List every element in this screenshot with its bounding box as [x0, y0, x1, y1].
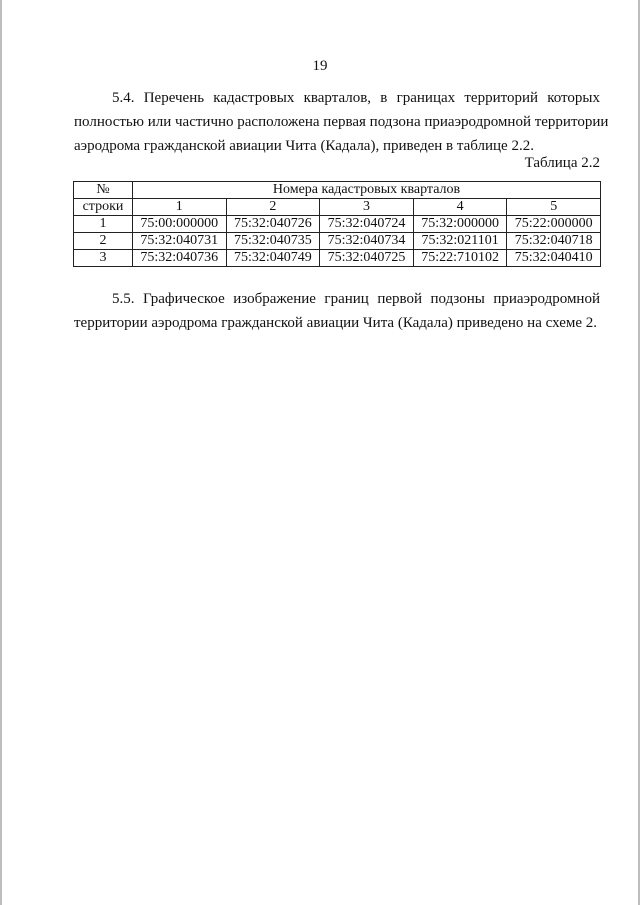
table-row [74, 216, 601, 233]
table-caption: Таблица 2.2 [524, 155, 600, 171]
column-number: 2 [226, 199, 320, 216]
row-number-cell: 2 [74, 233, 133, 250]
cadastral-number-cell: 75:32:040724 [320, 216, 414, 233]
cadastral-number-cell: 75:32:040734 [320, 233, 414, 250]
cadastral-number-cell: 75:22:710102 [413, 250, 507, 267]
cadastral-number-cell: 75:32:040718 [507, 233, 601, 250]
row-number-header: № [74, 182, 133, 199]
column-number: 4 [413, 199, 507, 216]
column-number: 3 [320, 199, 414, 216]
paragraph-5-4 [74, 86, 609, 158]
row-number-cell: 3 [74, 250, 133, 267]
cadastral-number-cell: 75:32:040731 [133, 233, 227, 250]
cadastral-number-cell: 75:32:040410 [507, 250, 601, 267]
paragraph-line: аэродрома гражданской авиации Чита (Кадала), приведен в таблице 2.2. [74, 138, 534, 154]
column-number: 1 [133, 199, 227, 216]
cadastral-number-cell: 75:32:021101 [413, 233, 507, 250]
column-number: 5 [507, 199, 601, 216]
cadastral-quarters-table [73, 181, 601, 267]
row-number-header-sub: строки [74, 199, 133, 216]
cadastral-number-cell: 75:32:040749 [226, 250, 320, 267]
paragraph-line: территории аэродрома гражданской авиации Чита (Кадала) приведено на схеме 2. [74, 315, 598, 331]
paragraph-line: полностью или частично расположена первая подзона приаэродромной территории [74, 114, 609, 130]
cadastral-number-cell: 75:32:040726 [226, 216, 320, 233]
cadastral-number-cell: 75:32:040735 [226, 233, 320, 250]
table-row [74, 250, 601, 267]
paragraph-5-5 [74, 287, 600, 335]
page-edge-left [0, 0, 2, 905]
paragraph-line: 5.5. Графическое изображение границ первой подзоны приаэродромной [112, 291, 600, 307]
cadastral-group-header: Номера кадастровых кварталов [133, 182, 601, 199]
cadastral-number-cell: 75:22:000000 [507, 216, 601, 233]
paragraph-line: 5.4. Перечень кадастровых кварталов, в границах территорий которых [112, 90, 600, 106]
cadastral-number-cell: 75:32:040736 [133, 250, 227, 267]
table-row [74, 233, 601, 250]
page-number: 19 [312, 58, 328, 74]
cadastral-number-cell: 75:32:040725 [320, 250, 414, 267]
row-number-cell: 1 [74, 216, 133, 233]
cadastral-number-cell: 75:00:000000 [133, 216, 227, 233]
cadastral-number-cell: 75:32:000000 [413, 216, 507, 233]
